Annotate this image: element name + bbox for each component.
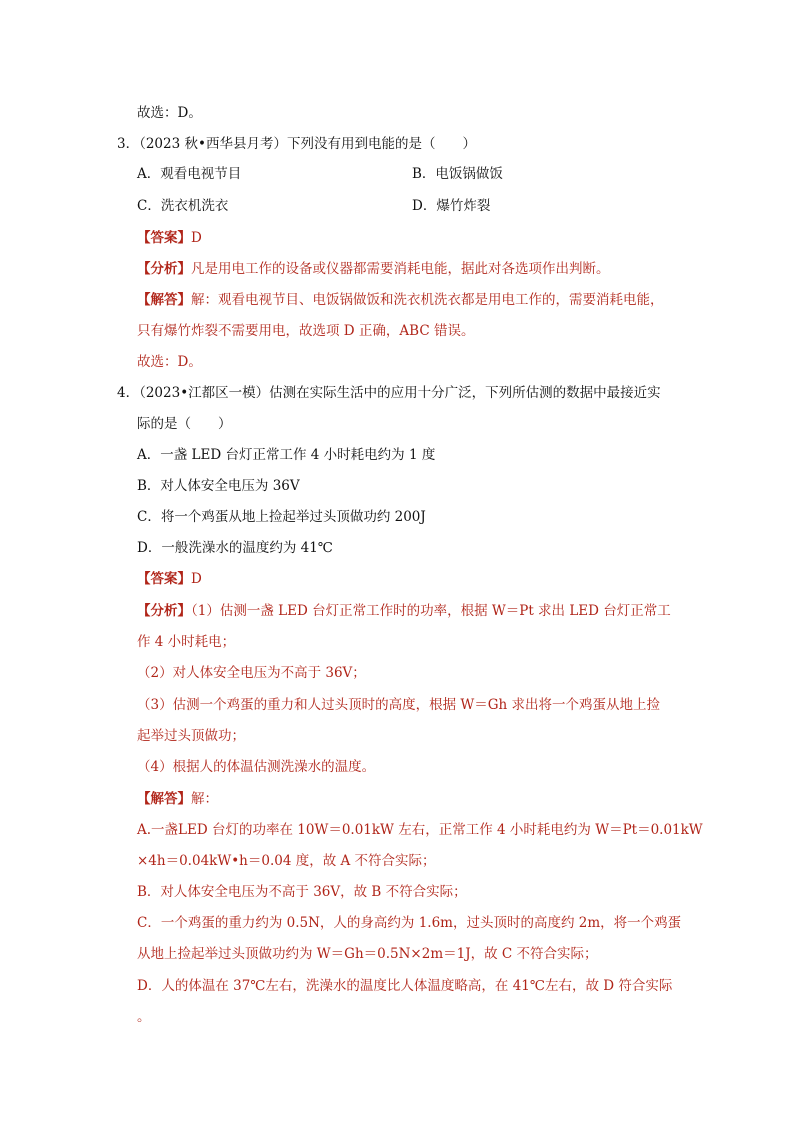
answer-line <box>137 569 202 589</box>
solution-line <box>137 789 218 809</box>
solution-a-line-1: A.一盏LED 台灯的功率在 10W＝0.01kW 左右，正常工作 4 小时耗电约为 W＝Pt＝0.01kW <box>137 822 703 838</box>
option-a: A．一盏 LED 台灯正常工作 4 小时耗电约为 1 度 <box>137 447 436 463</box>
previous-conclusion: 故选：D。 <box>137 105 202 121</box>
analysis-line <box>137 259 610 279</box>
body-temperature: 37℃左右 <box>233 978 293 994</box>
analysis-tag: 【分析】 <box>137 603 191 619</box>
answer-line <box>137 228 202 248</box>
option-c: C．洗衣机洗衣 <box>137 198 229 214</box>
solution-c-line-1: C．一个鸡蛋的重力约为 0.5N，人的身高约为 1.6m，过头顶时的高度约 2m，将一个鸡蛋 <box>137 915 682 931</box>
solution-d-text: ，故 D 符合实际 <box>571 978 673 994</box>
option-d: D．一般洗澡水的温度约为 41℃ <box>137 540 333 556</box>
analysis-line-4: （3）估测一个鸡蛋的重力和人过头顶时的高度，根据 W＝Gh 求出将一个鸡蛋从地上捡 <box>137 697 661 713</box>
solution-a-line-2: ×4h＝0.04kW•h＝0.04 度，故 A 不符合实际； <box>137 853 436 869</box>
solution-d-text: D．人的体温在 <box>137 978 234 994</box>
question-source: （2023 秋•西华县月考） <box>139 136 287 152</box>
solution-d-text: ，洗澡水的温度比人体温度略高，在 <box>292 978 513 994</box>
conclusion: 故选：D。 <box>137 354 202 370</box>
solution-text: 解：观看电视节目、电饭锅做饭和洗衣机洗衣都是用电工作的，需要消耗电能， <box>191 292 664 308</box>
question-3-stem <box>117 134 476 154</box>
solution-d-line-1 <box>137 976 672 996</box>
answer-tag: 【答案】 <box>137 230 191 246</box>
question-source: （2023•江都区一模） <box>139 385 270 401</box>
analysis-line-6: （4）根据人的体温估测洗澡水的温度。 <box>137 759 376 775</box>
solution-tag: 【解答】 <box>137 292 191 308</box>
analysis-line <box>137 601 671 621</box>
analysis-text: （1）估测一盏 LED 台灯正常工作时的功率，根据 W＝Pt 求出 LED 台灯正常工 <box>191 603 671 619</box>
question-number: 3． <box>117 136 140 152</box>
option-a: A．观看电视节目 <box>137 166 242 182</box>
analysis-line-2: 作 4 小时耗电； <box>137 634 236 650</box>
analysis-tag: 【分析】 <box>137 261 191 277</box>
question-4-stem <box>117 383 661 403</box>
solution-b: B．对人体安全电压为不高于 36V，故 B 不符合实际； <box>137 884 467 900</box>
solution-d-line-2: 。 <box>137 1009 151 1025</box>
answer-value: D <box>191 571 202 587</box>
solution-text: 解： <box>191 791 218 807</box>
solution-tag: 【解答】 <box>137 791 191 807</box>
question-text: 下列没有用到电能的是（ ） <box>286 136 476 152</box>
answer-tag: 【答案】 <box>137 571 191 587</box>
solution-c-line-2: 从地上捡起举过头顶做功约为 W＝Gh＝0.5N×2m＝1J，故 C 不符合实际； <box>137 946 598 962</box>
option-d: D．爆竹炸裂 <box>412 198 491 214</box>
option-c: C．将一个鸡蛋从地上捡起举过头顶做功约 200J <box>137 509 426 525</box>
solution-line-2: 只有爆竹炸裂不需要用电，故选项 D 正确，ABC 错误。 <box>137 323 475 339</box>
analysis-line-5: 起举过头顶做功； <box>137 728 245 744</box>
option-b: B．电饭锅做饭 <box>412 166 503 182</box>
solution-line <box>137 290 664 310</box>
option-b: B．对人体安全电压为 36V <box>137 478 300 494</box>
analysis-text: 凡是用电工作的设备或仪器都需要消耗电能，据此对各选项作出判断。 <box>191 261 610 277</box>
question-4-stem-line-2: 际的是（ ） <box>137 416 232 432</box>
answer-value: D <box>191 230 202 246</box>
question-text: 估测在实际生活中的应用十分广泛，下列所估测的数据中最接近实 <box>269 385 661 401</box>
bath-temperature: 41℃左右 <box>512 978 572 994</box>
analysis-line-3: （2）对人体安全电压为不高于 36V； <box>137 665 366 681</box>
question-number: 4． <box>117 385 140 401</box>
